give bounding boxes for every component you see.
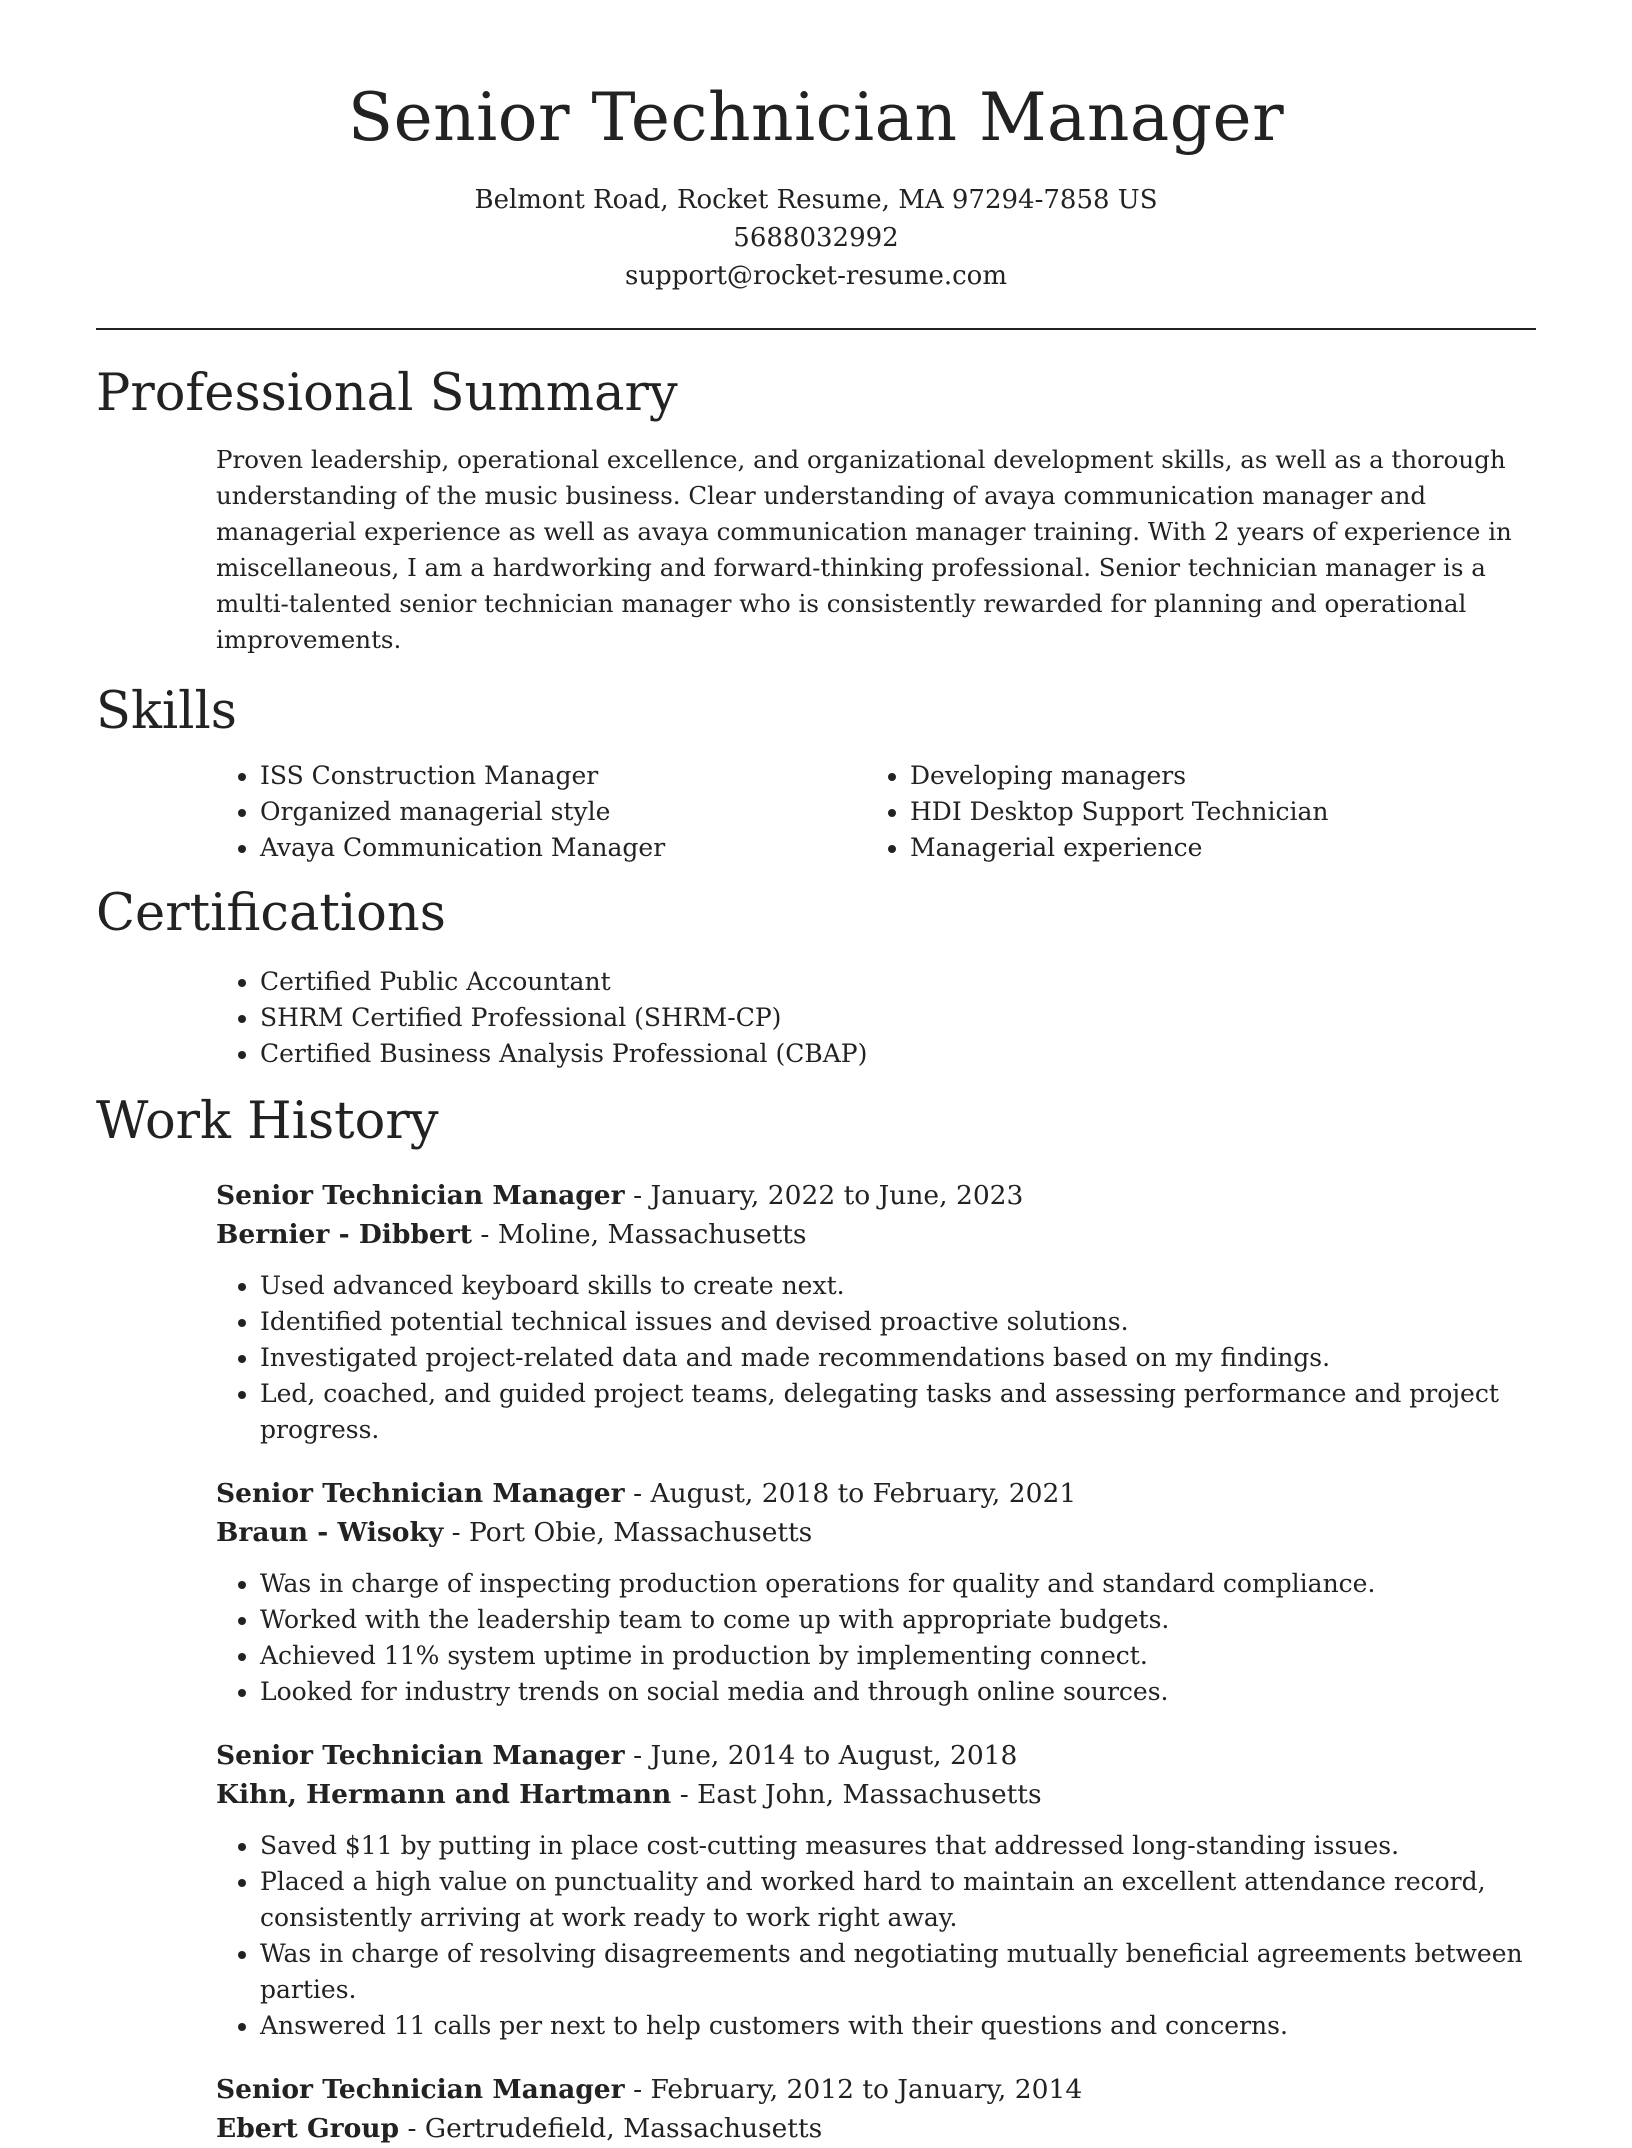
job-title: Senior Technician Manager <box>216 2073 625 2105</box>
job-entry <box>216 1474 1536 1710</box>
certifications-block <box>216 964 1536 1072</box>
job-company-line: Kihn, Hermann and Hartmann - East John, Massachusetts <box>216 1778 1042 1810</box>
skill-item: • Managerial experience <box>910 830 1536 866</box>
job-company-line: Braun - Wisoky - Port Obie, Massachusetts <box>216 1516 813 1548</box>
skill-item: • HDI Desktop Support Technician <box>910 794 1536 830</box>
job-dates: August, 2018 to February, 2021 <box>650 1477 1077 1509</box>
job-bullet: • Was in charge of resolving disagreements and negotiating mutually beneficial agreements between parties. <box>260 1936 1536 2008</box>
phone-text: 5688032992 <box>733 222 899 253</box>
certification-item: • Certified Public Accountant <box>260 964 1536 1000</box>
job-bullet: • Answered 11 calls per next to help customers with their questions and concerns. <box>260 2008 1536 2044</box>
job-location: East John, Massachusetts <box>697 1778 1042 1810</box>
job-bullet: • Placed a high value on punctuality and worked hard to maintain an excellent attendance record, consistently arriving at work ready to work right away. <box>260 1864 1536 1936</box>
job-bullet: • Led, coached, and guided project teams, delegating tasks and assessing performance and project progress. <box>260 1376 1536 1448</box>
job-entry <box>216 2070 1536 2148</box>
job-company: Kihn, Hermann and Hartmann <box>216 1778 672 1810</box>
job-company: Ebert Group <box>216 2112 400 2144</box>
job-location: Moline, Massachusetts <box>497 1218 807 1250</box>
skill-item: • ISS Construction Manager <box>260 758 866 794</box>
job-bullet: • Was in charge of inspecting production operations for quality and standard compliance. <box>260 1566 1536 1602</box>
job-bullets <box>216 1828 1536 2044</box>
skills-heading: Skills <box>96 681 237 741</box>
job-dates: February, 2012 to January, 2014 <box>650 2073 1083 2105</box>
certifications-heading: Certifications <box>96 883 446 943</box>
skill-item: • Organized managerial style <box>260 794 866 830</box>
work-history-list <box>96 1176 1536 2148</box>
header-divider <box>96 328 1536 330</box>
job-bullet: • Identified potential technical issues and devised proactive solutions. <box>260 1304 1536 1340</box>
certification-item: • Certified Business Analysis Professional (CBAP) <box>260 1036 1536 1072</box>
resume-name: Senior Technician Manager <box>347 79 1285 156</box>
job-bullet: • Saved $11 by putting in place cost-cutting measures that addressed long-standing issues. <box>260 1828 1536 1864</box>
job-location: Gertrudefield, Massachusetts <box>424 2112 823 2144</box>
skills-list-right <box>866 758 1536 866</box>
job-company-line: Ebert Group - Gertrudefield, Massachusetts <box>216 2112 823 2144</box>
job-dates: June, 2014 to August, 2018 <box>650 1739 1018 1771</box>
job-bullet: • Looked for industry trends on social media and through online sources. <box>260 1674 1536 1710</box>
job-title: Senior Technician Manager <box>216 1179 625 1211</box>
skill-item: • Developing managers <box>910 758 1536 794</box>
skills-grid <box>216 758 1536 866</box>
job-dates: January, 2022 to June, 2023 <box>650 1179 1024 1211</box>
job-entry <box>216 1736 1536 2044</box>
certifications-list <box>216 964 1536 1072</box>
job-bullets <box>216 1566 1536 1710</box>
certification-item: • SHRM Certified Professional (SHRM-CP) <box>260 1000 1536 1036</box>
job-title-line: Senior Technician Manager - January, 2022 to June, 2023 <box>216 1179 1024 1211</box>
job-company-line: Bernier - Dibbert - Moline, Massachusetts <box>216 1218 807 1250</box>
resume-header <box>96 0 1536 295</box>
job-entry <box>216 1176 1536 1448</box>
job-company: Braun - Wisoky <box>216 1516 444 1548</box>
skill-item: • Avaya Communication Manager <box>260 830 866 866</box>
job-bullet: • Used advanced keyboard skills to create next. <box>260 1268 1536 1304</box>
job-bullet: • Worked with the leadership team to come up with appropriate budgets. <box>260 1602 1536 1638</box>
job-company: Bernier - Dibbert <box>216 1218 472 1250</box>
summary-heading: Professional Summary <box>96 363 678 423</box>
email-text: support@rocket-resume.com <box>624 260 1007 291</box>
summary-text: Proven leadership, operational excellence, and organizational development skills, as well as a thorough understanding of the music business. Clear understanding of avaya communication manager and managerial experience as well as avaya communication manager training. With 2 years of experience in miscellaneous, I am a hardworking and forward-thinking professional. Senior technician manager is a multi-talented senior technician manager who is consistently rewarded for planning and operational improvements. <box>216 444 1512 654</box>
skills-list-left <box>216 758 866 866</box>
job-title-line: Senior Technician Manager - August, 2018 to February, 2021 <box>216 1477 1077 1509</box>
job-title: Senior Technician Manager <box>216 1739 625 1771</box>
job-bullet: • Investigated project-related data and made recommendations based on my findings. <box>260 1340 1536 1376</box>
job-title-line: Senior Technician Manager - February, 2012 to January, 2014 <box>216 2073 1083 2105</box>
job-title-line: Senior Technician Manager - June, 2014 to August, 2018 <box>216 1739 1018 1771</box>
job-bullets <box>216 1268 1536 1448</box>
job-location: Port Obie, Massachusetts <box>469 1516 813 1548</box>
job-title: Senior Technician Manager <box>216 1477 625 1509</box>
address-text: Belmont Road, Rocket Resume, MA 97294-7858 US <box>474 184 1158 215</box>
job-bullet: • Achieved 11% system uptime in production by implementing connect. <box>260 1638 1536 1674</box>
work-history-heading: Work History <box>96 1091 439 1151</box>
